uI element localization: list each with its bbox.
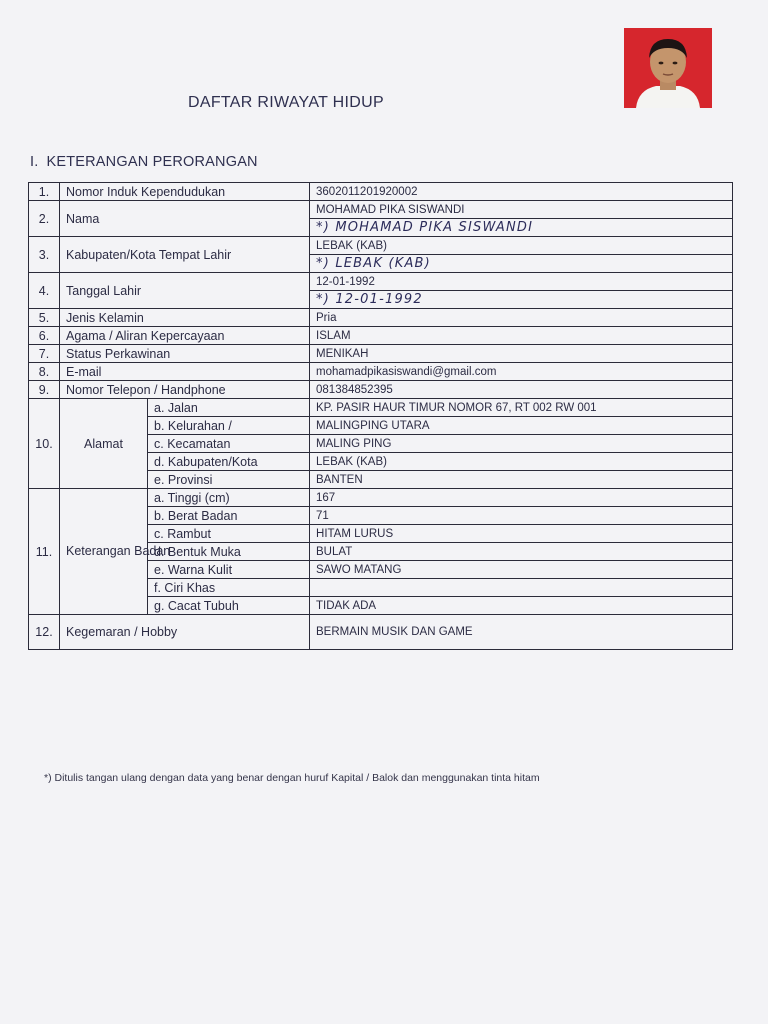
field-label: Tanggal Lahir bbox=[60, 273, 310, 309]
table-row bbox=[29, 489, 733, 507]
field-value: ISLAM bbox=[310, 327, 733, 345]
field-value: MALINGPING UTARA bbox=[310, 417, 733, 435]
row-number: 6. bbox=[29, 327, 60, 345]
handwritten-value: *) MOHAMAD PIKA SISWANDI bbox=[310, 219, 733, 237]
row-number: 7. bbox=[29, 345, 60, 363]
field-value: 71 bbox=[310, 507, 733, 525]
field-value: Pria bbox=[310, 309, 733, 327]
row-number: 2. bbox=[29, 201, 60, 237]
sub-field-label: e. Warna Kulit bbox=[148, 561, 310, 579]
field-label: Alamat bbox=[60, 399, 148, 489]
sub-field-label: c. Rambut bbox=[148, 525, 310, 543]
sub-field-label: a. Tinggi (cm) bbox=[148, 489, 310, 507]
field-value: BANTEN bbox=[310, 471, 733, 489]
field-value: SAWO MATANG bbox=[310, 561, 733, 579]
row-number: 8. bbox=[29, 363, 60, 381]
profile-photo bbox=[624, 28, 712, 108]
field-value: mohamadpikasiswandi@gmail.com bbox=[310, 363, 733, 381]
handwritten-value: *) 12-01-1992 bbox=[310, 291, 733, 309]
field-value: 167 bbox=[310, 489, 733, 507]
table-row bbox=[29, 309, 733, 327]
sub-field-label: d. Bentuk Muka bbox=[148, 543, 310, 561]
field-label: Nama bbox=[60, 201, 310, 237]
table-row bbox=[29, 615, 733, 650]
sub-field-label: g. Cacat Tubuh bbox=[148, 597, 310, 615]
row-number: 9. bbox=[29, 381, 60, 399]
field-value: 3602011201920002 bbox=[310, 183, 733, 201]
field-label: Nomor Telepon / Handphone bbox=[60, 381, 310, 399]
table-row bbox=[29, 273, 733, 291]
sub-field-label: b. Berat Badan bbox=[148, 507, 310, 525]
field-label: Kabupaten/Kota Tempat Lahir bbox=[60, 237, 310, 273]
table-row bbox=[29, 345, 733, 363]
field-value: LEBAK (KAB) bbox=[310, 453, 733, 471]
document-title: DAFTAR RIWAYAT HIDUP bbox=[188, 94, 384, 111]
personal-info-table bbox=[28, 182, 733, 650]
field-label: Agama / Aliran Kepercayaan bbox=[60, 327, 310, 345]
field-value: MOHAMAD PIKA SISWANDI bbox=[310, 201, 733, 219]
sub-field-label: b. Kelurahan / bbox=[148, 417, 310, 435]
footnote: *) Ditulis tangan ulang dengan data yang benar dengan huruf Kapital / Balok dan menggunakan tinta hitam bbox=[44, 772, 540, 784]
row-number: 12. bbox=[29, 615, 60, 650]
field-label: Keterangan Badan bbox=[60, 489, 148, 615]
field-value: MALING PING bbox=[310, 435, 733, 453]
field-label: Kegemaran / Hobby bbox=[60, 615, 310, 650]
section-number: I. bbox=[30, 154, 39, 170]
table-row bbox=[29, 363, 733, 381]
section-title: KETERANGAN PERORANGAN bbox=[46, 154, 258, 170]
field-value: MENIKAH bbox=[310, 345, 733, 363]
field-value: BERMAIN MUSIK DAN GAME bbox=[310, 615, 733, 650]
field-value: LEBAK (KAB) bbox=[310, 237, 733, 255]
field-label: E-mail bbox=[60, 363, 310, 381]
portrait-illustration bbox=[624, 28, 712, 108]
row-number: 1. bbox=[29, 183, 60, 201]
table-row bbox=[29, 183, 733, 201]
row-number: 10. bbox=[29, 399, 60, 489]
row-number: 11. bbox=[29, 489, 60, 615]
sub-field-label: d. Kabupaten/Kota bbox=[148, 453, 310, 471]
table-row bbox=[29, 381, 733, 399]
row-number: 3. bbox=[29, 237, 60, 273]
table-row bbox=[29, 327, 733, 345]
table-row bbox=[29, 399, 733, 417]
field-value: 12-01-1992 bbox=[310, 273, 733, 291]
section-heading bbox=[30, 154, 258, 170]
sub-field-label: c. Kecamatan bbox=[148, 435, 310, 453]
table-row bbox=[29, 201, 733, 219]
field-value: 081384852395 bbox=[310, 381, 733, 399]
handwritten-value: *) LEBAK (KAB) bbox=[310, 255, 733, 273]
field-value: TIDAK ADA bbox=[310, 597, 733, 615]
field-value: BULAT bbox=[310, 543, 733, 561]
field-value: HITAM LURUS bbox=[310, 525, 733, 543]
table-row bbox=[29, 237, 733, 255]
sub-field-label: a. Jalan bbox=[148, 399, 310, 417]
field-label: Nomor Induk Kependudukan bbox=[60, 183, 310, 201]
row-number: 5. bbox=[29, 309, 60, 327]
sub-field-label: f. Ciri Khas bbox=[148, 579, 310, 597]
field-value: KP. PASIR HAUR TIMUR NOMOR 67, RT 002 RW 001 bbox=[310, 399, 733, 417]
row-number: 4. bbox=[29, 273, 60, 309]
field-value bbox=[310, 579, 733, 597]
sub-field-label: e. Provinsi bbox=[148, 471, 310, 489]
field-label: Jenis Kelamin bbox=[60, 309, 310, 327]
field-label: Status Perkawinan bbox=[60, 345, 310, 363]
